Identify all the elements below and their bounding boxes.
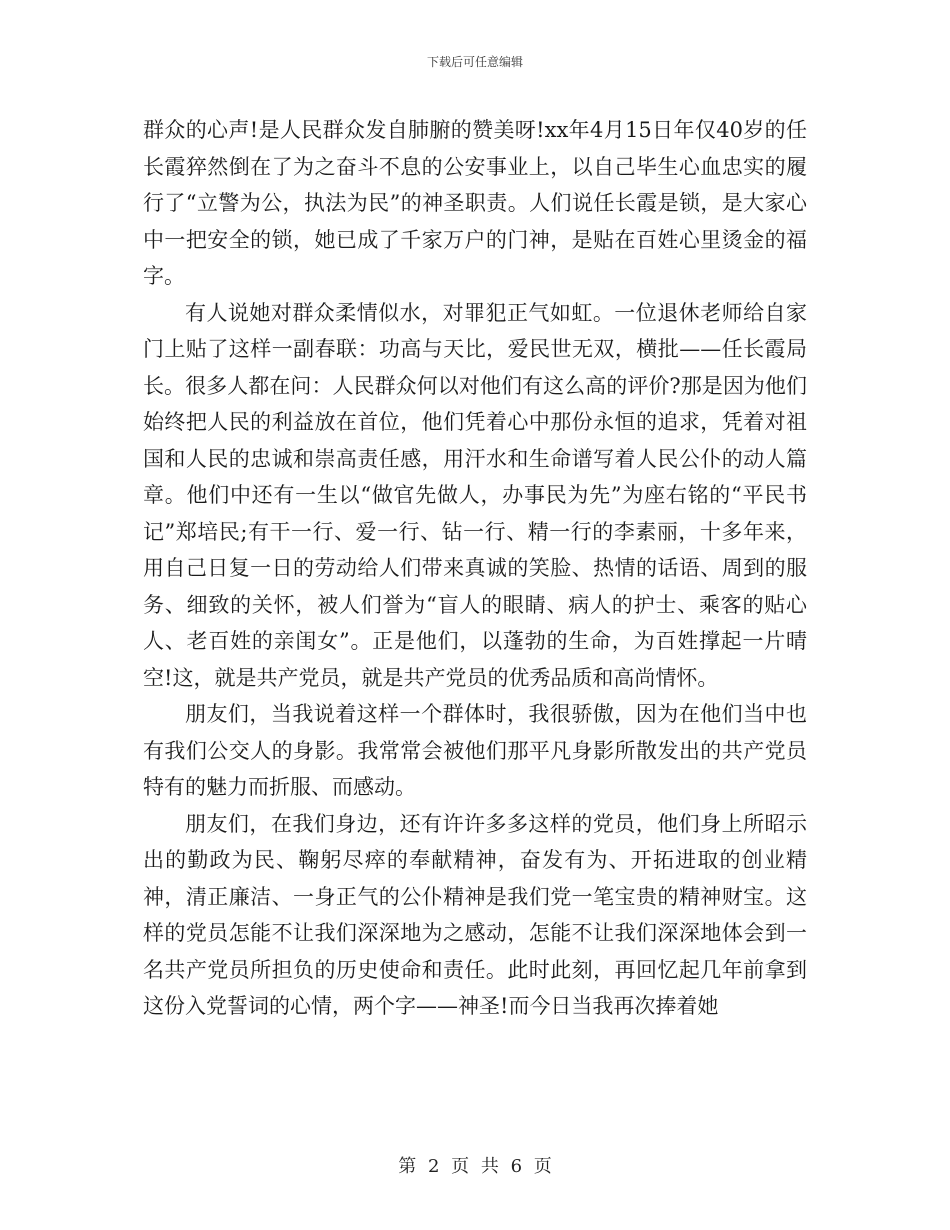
- paragraph-2: 有人说她对群众柔情似水，对罪犯正气如虹。一位退休老师给自家门上贴了这样一副春联：功高与天比，爱民世无双，横批——任长霞局长。很多人都在问：人民群众何以对他们有这么高的评价?那是因为他们始终把人民的利益放在首位，他们凭着心中那份永恒的追求，凭着对祖国和人民的忠诚和崇高责任感，用汗水和生命谱写着人民公仆的动人篇章。他们中还有一生以“做官先做人，办事民为先”为座右铭的“平民书记”郑培民;有干一行、爱一行、钻一行、精一行的李素丽，十多年来，用自己日复一日的劳动给人们带来真诚的笑脸、热情的话语、周到的服务、细致的关怀，被人们誉为“盲人的眼睛、病人的护士、乘客的贴心人、老百姓的亲闺女”。正是他们，以蓬勃的生命，为百姓撑起一片晴空!这，就是共产党员，就是共产党员的优秀品质和高尚情怀。: [143, 300, 807, 690]
- paragraph-4: 朋友们，在我们身边，还有许许多多这样的党员，他们身上所昭示出的勤政为民、鞠躬尽瘁的奉献精神，奋发有为、开拓进取的创业精神，清正廉洁、一身正气的公仆精神是我们党一笔宝贵的精神财宝。这样的党员怎能不让我们深深地为之感动，怎能不让我们深深地体会到一名共产党员所担负的历史使命和责任。此时此刻，再回忆起几年前拿到这份入党誓词的心情，两个字——神圣!而今日当我再次捧着她: [143, 811, 807, 1018]
- paragraph-3: 朋友们，当我说着这样一个群体时，我很骄傲，因为在他们当中也有我们公交人的身影。我常常会被他们那平凡身影所散发出的共产党员特有的魅力而折服、而感动。: [143, 702, 807, 799]
- page-number-footer: 第 2 页 共 6 页: [398, 1156, 552, 1177]
- paragraph-1: 群众的心声!是人民群众发自肺腑的赞美呀!xx年4月15日年仅40岁的任长霞猝然倒在了为之奋斗不息的公安事业上，以自己毕生心血忠实的履行了“立警为公，执法为民”的神圣职责。人们说任长霞是锁，是大家心中一把安全的锁，她已成了千家万户的门神，是贴在百姓心里烫金的福字。: [143, 118, 807, 288]
- document-body: [143, 112, 807, 1025]
- page-header: 下载后可任意编辑: [426, 55, 523, 69]
